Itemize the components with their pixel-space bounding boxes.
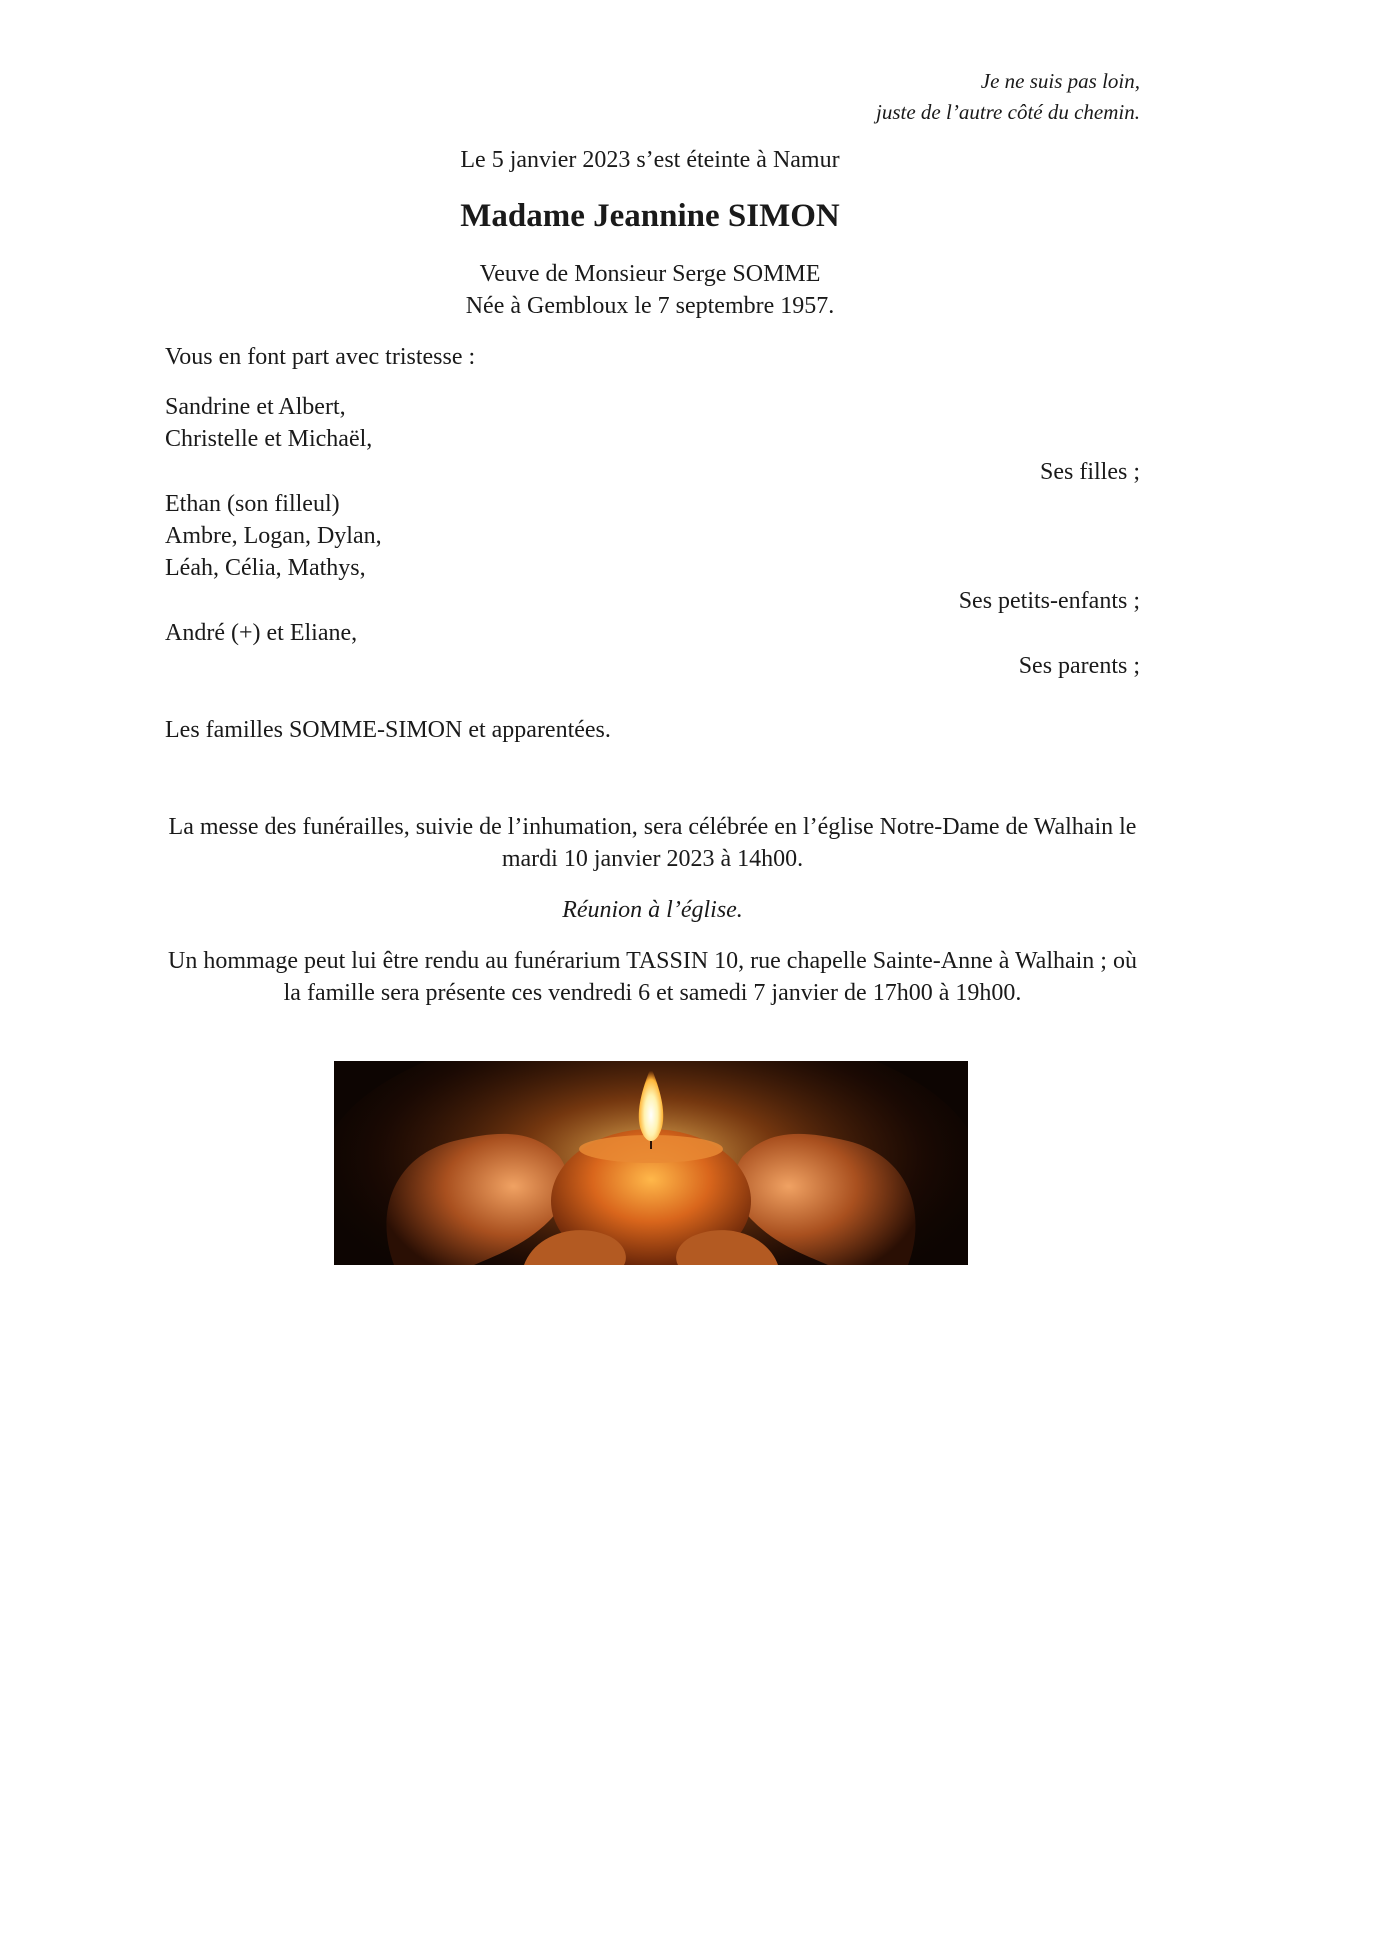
families-line: Les familles SOMME-SIMON et apparentées.: [165, 717, 611, 743]
grandchildren-role: Ses petits-enfants ;: [958, 588, 1140, 614]
epigraph-line-2: juste de l’autre côté du chemin.: [876, 100, 1140, 124]
death-announcement: Le 5 janvier 2023 s’est éteinte à Namur: [460, 147, 840, 173]
deceased-name: Madame Jeannine SIMON: [460, 198, 840, 234]
daughters-role: Ses filles ;: [1040, 459, 1140, 485]
candle-in-hands-icon: [334, 1061, 968, 1265]
family-intro: Vous en font part avec tristesse :: [165, 344, 476, 370]
epigraph: [876, 66, 1140, 128]
candle-image: [334, 1061, 968, 1265]
daughters-name-1: Sandrine et Albert,: [165, 394, 346, 420]
epigraph-line-1: Je ne suis pas loin,: [980, 69, 1140, 93]
grandchild-name-3: Léah, Célia, Mathys,: [165, 555, 366, 581]
daughters-name-2: Christelle et Michaël,: [165, 426, 373, 452]
grandchild-name-2: Ambre, Logan, Dylan,: [165, 523, 382, 549]
parents-role: Ses parents ;: [1018, 653, 1140, 679]
homage-info: Un hommage peut lui être rendu au funérarium TASSIN 10, rue chapelle Sainte-Anne à Walhain ; où la famille sera présente ces vendredi 6 et samedi 7 janvier de 17h00 à 19h00.: [168, 948, 1137, 1006]
birth-line: Née à Gembloux le 7 septembre 1957.: [465, 293, 835, 319]
widow-line: Veuve de Monsieur Serge SOMME: [479, 261, 821, 287]
meeting-note: Réunion à l’église.: [562, 897, 743, 923]
parents-names: André (+) et Eliane,: [165, 620, 358, 646]
funeral-mass: La messe des funérailles, suivie de l’inhumation, sera célébrée en l’église Notre-Dame de Walhain le mardi 10 janvier 2023 à 14h00.: [168, 814, 1137, 872]
grandchild-name-1: Ethan (son filleul): [165, 491, 340, 517]
